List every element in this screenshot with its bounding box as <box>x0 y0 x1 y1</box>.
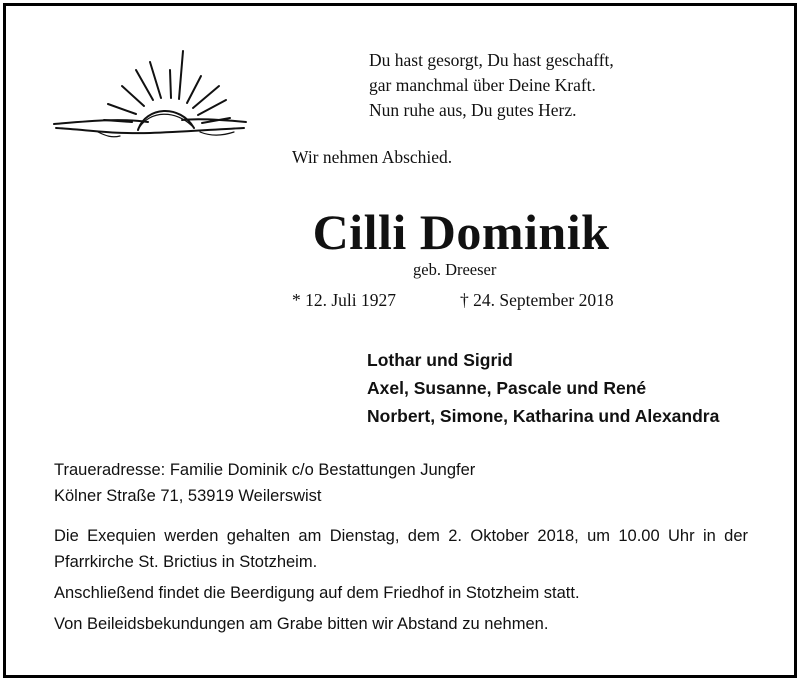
mourning-address <box>54 457 475 509</box>
mourner-line: Lothar und Sigrid <box>367 350 513 370</box>
setting-sun-icon <box>50 48 250 148</box>
farewell-text: Wir nehmen Abschied. <box>292 147 453 167</box>
exequies-paragraph: Die Exequien werden gehalten am Dienstag, dem 2. Oktober 2018, um 10.00 Uhr in der Pfarrkirche St. Brictius in Stotzheim. <box>54 527 748 571</box>
address-line: Traueradresse: Familie Dominik c/o Bestattungen Jungfer <box>54 461 476 479</box>
mourner-line: Axel, Susanne, Pascale und René <box>367 378 647 398</box>
poem <box>369 48 614 123</box>
death-date: † 24. September 2018 <box>460 290 614 310</box>
birth-name: geb. Dreeser <box>413 260 497 279</box>
service-details <box>54 523 748 637</box>
poem-line: gar manchmal über Deine Kraft. <box>369 75 596 95</box>
birth-date: * 12. Juli 1927 <box>292 290 397 310</box>
address-line: Kölner Straße 71, 53919 Weilerswist <box>54 487 322 505</box>
burial-paragraph: Anschließend findet die Beerdigung auf dem Friedhof in Stotzheim statt. <box>54 584 580 602</box>
deceased-name: Cilli Dominik <box>312 204 610 260</box>
mourner-line: Norbert, Simone, Katharina und Alexandra <box>367 406 720 426</box>
mourners-list <box>367 346 719 430</box>
poem-line: Du hast gesorgt, Du hast geschafft, <box>369 50 614 70</box>
poem-line: Nun ruhe aus, Du gutes Herz. <box>369 100 577 120</box>
condolences-paragraph: Von Beileidsbekundungen am Grabe bitten wir Abstand zu nehmen. <box>54 615 549 633</box>
